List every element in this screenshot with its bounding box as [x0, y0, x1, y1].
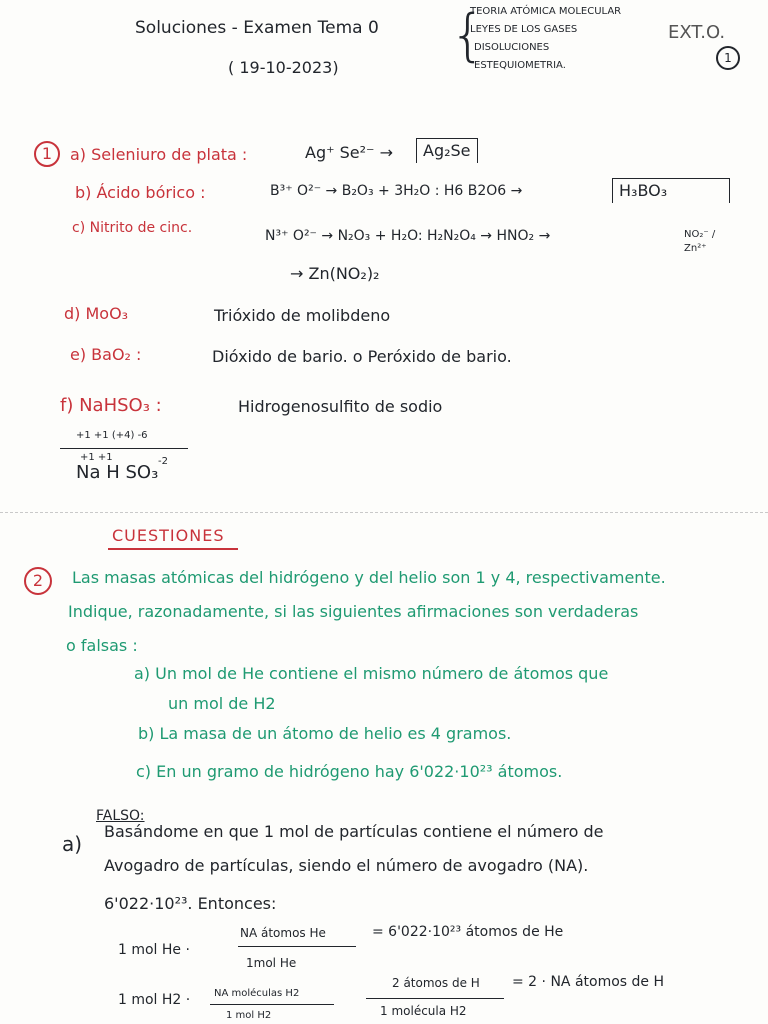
- answer-line-3: 6'022·10²³. Entonces:: [104, 894, 277, 913]
- ox-states-top: +1 +1 (+4) -6: [76, 430, 148, 441]
- q2-option-b: b) La masa de un átomo de helio es 4 gramos.: [138, 724, 512, 743]
- eq1-numerator: NA átomos He: [240, 926, 326, 940]
- q2-option-a: a) Un mol de He contiene el mismo número de átomos que: [134, 664, 609, 683]
- item-d-work: Trióxido de molibdeno: [214, 306, 391, 325]
- item-c-side: NO₂⁻ / Zn²⁺: [684, 229, 716, 254]
- cuestiones-underline: [108, 548, 238, 550]
- q2-statement-3: o falsas :: [66, 636, 138, 655]
- topic-4: ESTEQUIOMETRIA.: [474, 60, 566, 71]
- item-b-work: B³⁺ O²⁻ → B₂O₃ + 3H₂O : H6 B2O6 →: [270, 183, 523, 199]
- item-c-label: c) Nitrito de cinc.: [72, 220, 193, 236]
- formula-charge: -2: [158, 456, 168, 467]
- answer-line-1: Basándome en que 1 mol de partículas contiene el número de: [104, 822, 604, 841]
- item-c-work: N³⁺ O²⁻ → N₂O₃ + H₂O: H₂N₂O₄ → HNO₂ →: [265, 228, 551, 244]
- answer-letter: a): [62, 832, 83, 856]
- topic-1: TEORIA ATÓMICA MOLECULAR: [470, 6, 622, 17]
- naHSO3-formula: Na H SO₃: [76, 462, 159, 483]
- exam-title: Soluciones - Examen Tema 0: [135, 18, 379, 38]
- item-a-label: a) Seleniuro de plata :: [70, 145, 248, 164]
- exam-date: ( 19-10-2023): [228, 58, 339, 77]
- ox-states-bottom: +1 +1: [80, 452, 113, 463]
- eq1-result: = 6'022·10²³ átomos de He: [372, 924, 564, 940]
- q2-statement-1: Las masas atómicas del hidrógeno y del helio son 1 y 4, respectivamente.: [72, 568, 666, 587]
- item-a-answer: Ag₂Se: [416, 138, 478, 163]
- eq2-left: 1 mol H2 ·: [118, 992, 191, 1008]
- page-number: 1: [716, 46, 740, 70]
- item-e-work: Dióxido de bario. o Peróxido de bario.: [212, 347, 512, 366]
- q2-option-a-cont: un mol de H2: [168, 694, 276, 713]
- eq2-denominator-2: 1 molécula H2: [380, 1004, 467, 1018]
- ox-divider: [60, 448, 188, 449]
- eq2-fraction-bar-2: [366, 998, 504, 999]
- item-b-label: b) Ácido bórico :: [75, 183, 206, 202]
- eq2-numerator-2: 2 átomos de H: [392, 976, 480, 990]
- topic-3: DISOLUCIONES: [474, 42, 550, 53]
- eq2-result: = 2 · NA átomos de H: [512, 974, 664, 990]
- eq2-numerator-1: NA moléculas H2: [214, 988, 300, 999]
- cuestiones-heading: CUESTIONES: [112, 526, 225, 545]
- answer-verdict: FALSO:: [96, 808, 145, 824]
- topics-brace: {: [450, 3, 486, 68]
- item-f-work: Hidrogenosulfito de sodio: [238, 397, 443, 416]
- eq1-fraction-bar: [238, 946, 356, 947]
- eq2-denominator-1: 1 mol H2: [226, 1010, 272, 1021]
- item-f-label: f) NaHSO₃ :: [60, 395, 162, 416]
- item-b-answer: H₃BO₃: [612, 178, 730, 203]
- eq1-left: 1 mol He ·: [118, 942, 190, 958]
- item-c-answer: → Zn(NO₂)₂: [290, 264, 380, 283]
- question-2-number: 2: [24, 567, 52, 595]
- item-d-label: d) MoO₃: [64, 304, 129, 323]
- eq1-denominator: 1mol He: [246, 956, 297, 970]
- item-e-label: e) BaO₂ :: [70, 345, 142, 364]
- topic-2: LEYES DE LOS GASES: [470, 24, 578, 35]
- exam-tag: EXT.O.: [668, 22, 726, 43]
- q2-statement-2: Indique, razonadamente, si las siguientes afirmaciones son verdaderas: [68, 602, 639, 621]
- eq2-fraction-bar-1: [210, 1004, 334, 1005]
- answer-line-2: Avogadro de partículas, siendo el número de avogadro (NA).: [104, 856, 589, 875]
- question-1-number: 1: [34, 141, 60, 167]
- q2-option-c: c) En un gramo de hidrógeno hay 6'022·10²³ átomos.: [136, 762, 563, 781]
- item-a-work: Ag⁺ Se²⁻ →: [305, 143, 393, 162]
- page-fold-divider: [0, 512, 768, 513]
